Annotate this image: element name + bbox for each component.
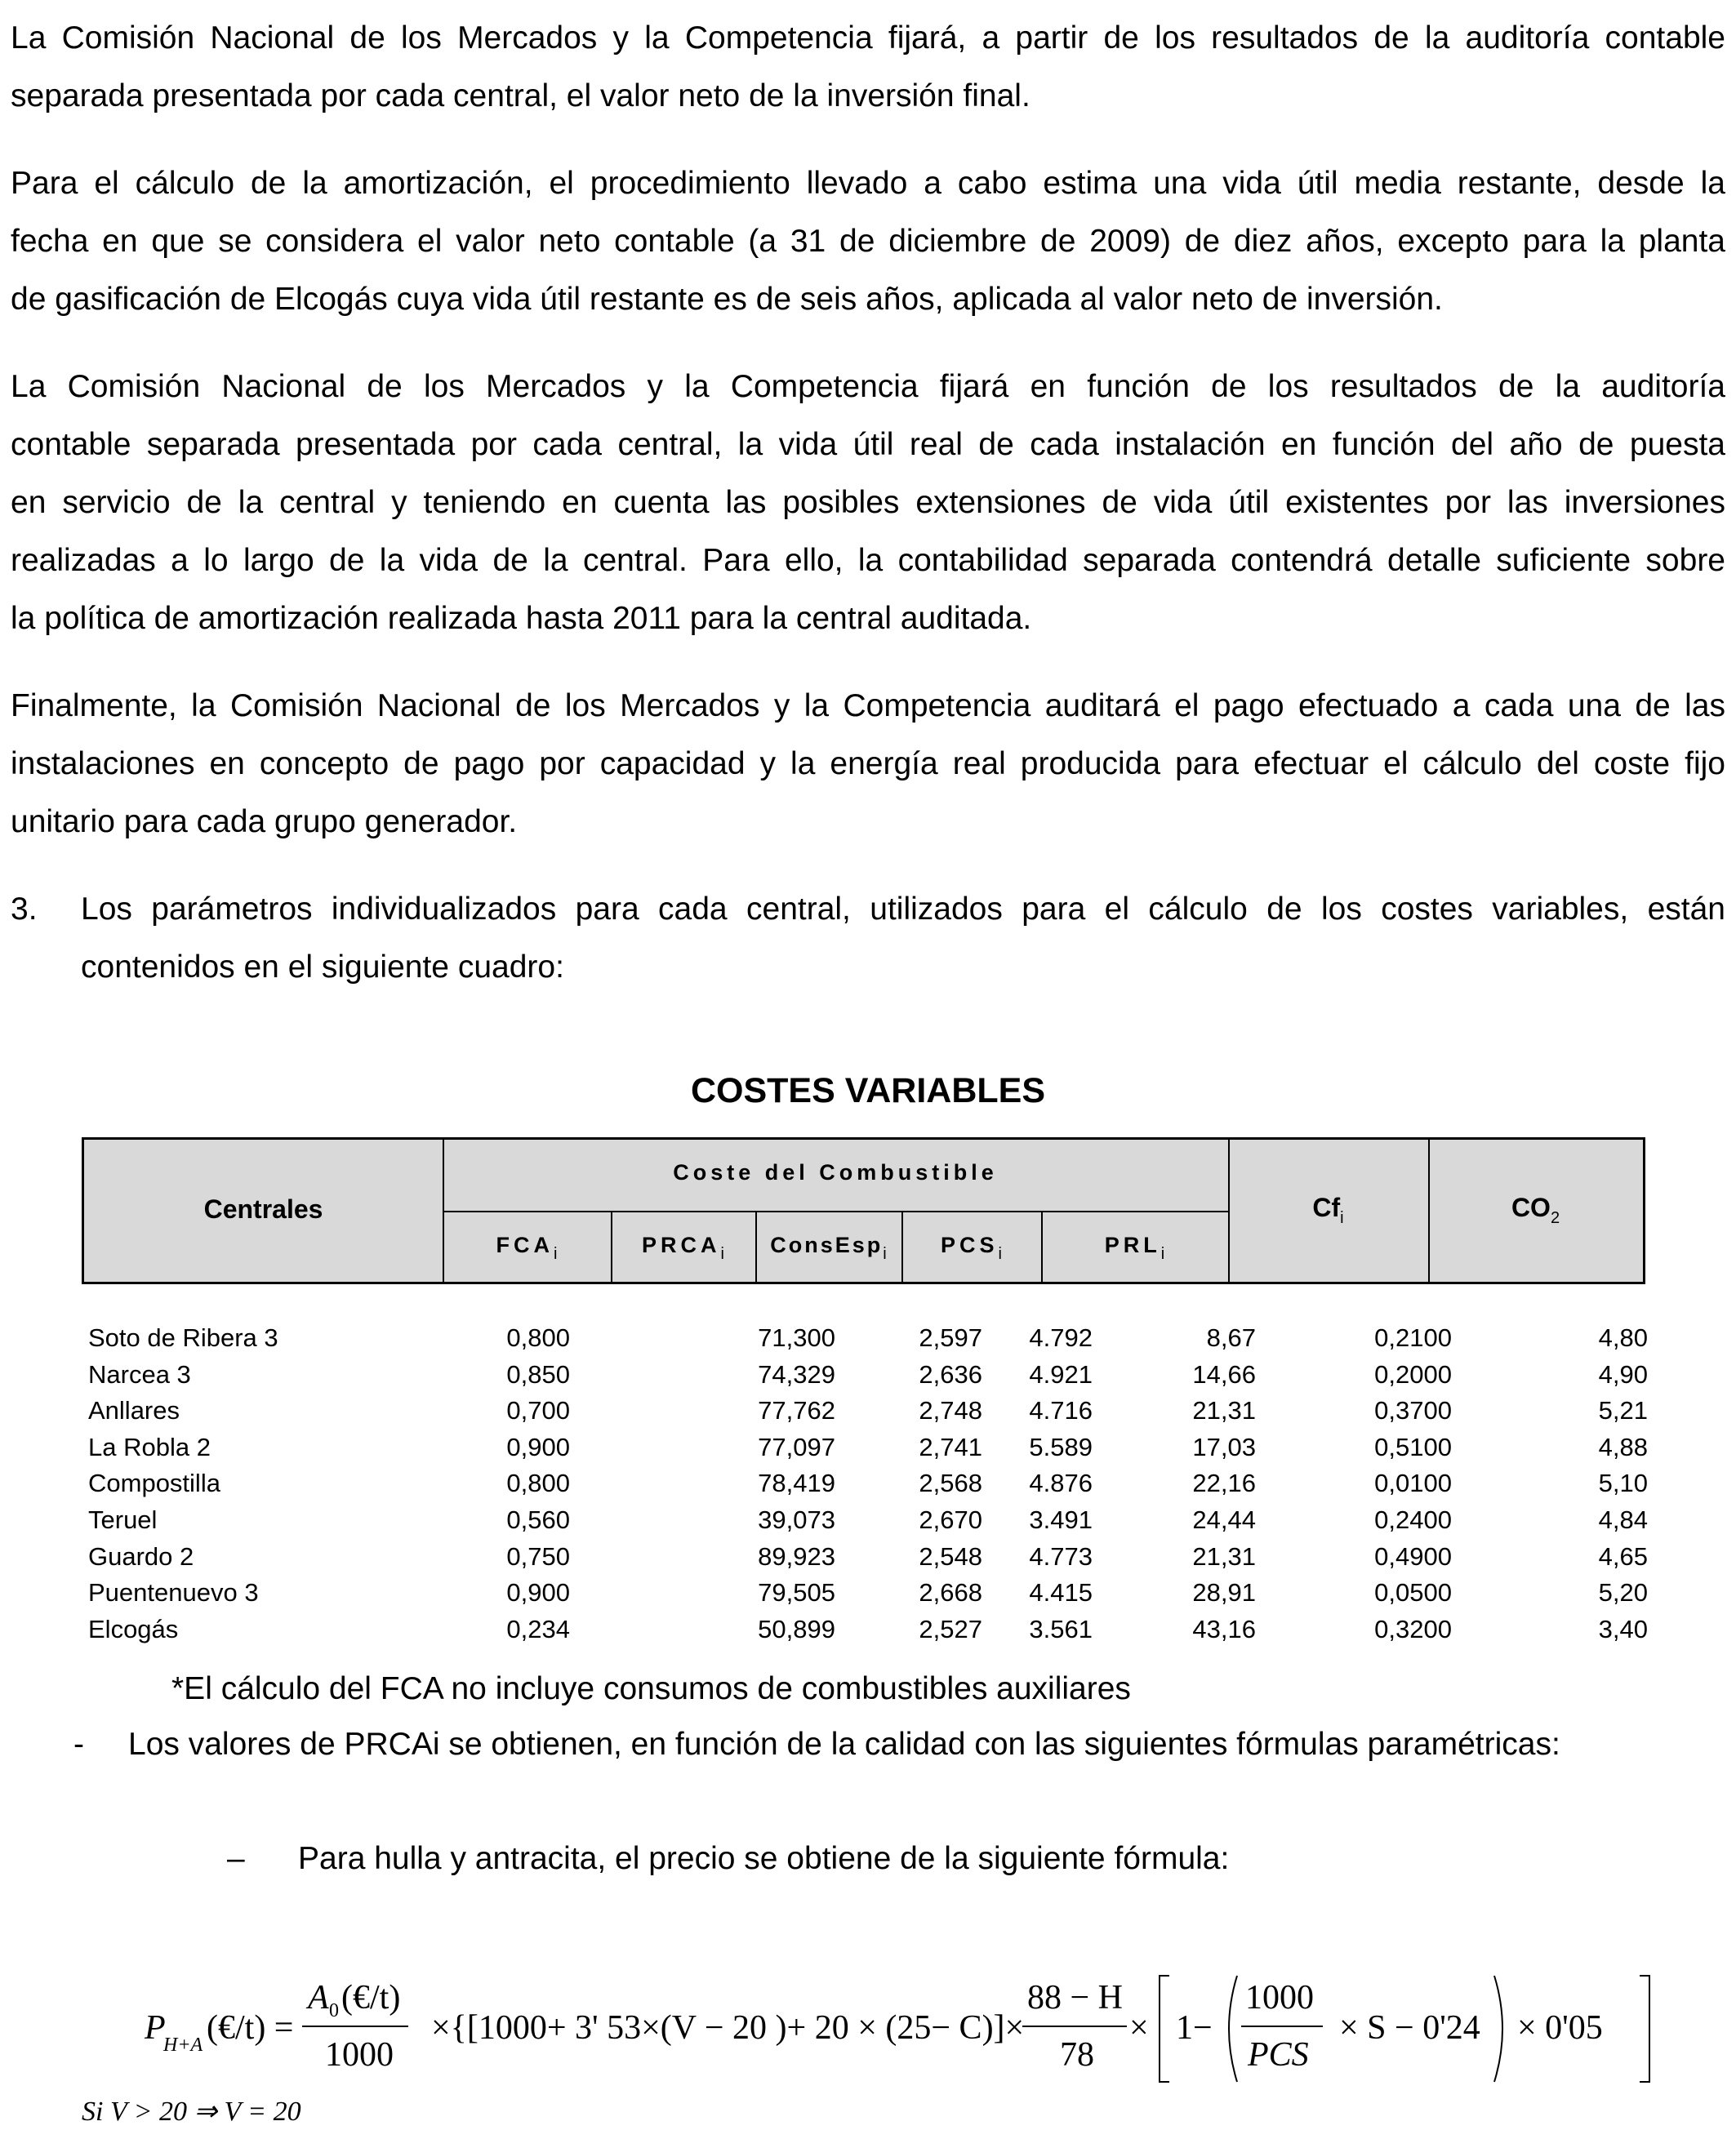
consesp-value: 2,748	[919, 1396, 982, 1425]
item-3-line-1: Los parámetros individualizados para cada central, utilizados para el cálculo de los costes variables, están	[81, 892, 1725, 927]
cf-value: 0,3200	[1374, 1614, 1452, 1643]
header-centrales: Centrales	[203, 1194, 323, 1224]
formula-lhs-unit: (€/t) =	[207, 2009, 294, 2047]
prca-value: 89,923	[758, 1541, 835, 1571]
fca-value: 0,560	[506, 1505, 570, 1534]
prl-value: 24,44	[1192, 1505, 1256, 1534]
paragraph-2-line-3: de gasificación de Elcogás cuya vida útil restante es de seis años, aplicada al valor neto de inversión.	[11, 282, 1443, 317]
bullet-2-marker: –	[227, 1841, 245, 1876]
fca-value: 0,850	[506, 1359, 570, 1389]
formula-times: ×	[1129, 2009, 1149, 2047]
co2-value: 4,88	[1598, 1432, 1648, 1461]
formula-frac3-num: 1000	[1245, 1979, 1314, 2017]
paragraph-3-line-3: en servicio de la central y teniendo en cuenta las posibles extensiones de vida útil existentes por las inversiones	[11, 485, 1725, 520]
prl-value: 14,66	[1192, 1359, 1256, 1389]
pcs-value: 5.589	[1029, 1432, 1093, 1461]
consesp-value: 2,636	[919, 1359, 982, 1389]
consesp-value: 2,548	[919, 1541, 982, 1571]
paragraph-2-line-2: fecha en que se considera el valor neto contable (a 31 de diciembre de 2009) de diez años, excepto para la planta	[11, 224, 1725, 259]
paragraph-4-line-1: Finalmente, la Comisión Nacional de los Mercados y la Competencia auditará el pago efectuado a cada una de las	[11, 688, 1725, 723]
central-name: Guardo 2	[88, 1541, 194, 1571]
cf-value: 0,2400	[1374, 1505, 1452, 1534]
header-consesp: ConsEsp$_i$	[770, 1233, 887, 1263]
header-pcs: $PCS_i$	[941, 1233, 1002, 1263]
prca-value: 79,505	[758, 1578, 835, 1608]
central-name: Puentenuevo 3	[88, 1578, 259, 1608]
paragraph-3-line-2: contable separada presentada por cada central, la vida útil real de cada instalación en función del año de puesta	[11, 427, 1725, 462]
formula-num-sub: 0	[329, 2000, 339, 2021]
consesp-value: 2,670	[919, 1505, 982, 1534]
prl-value: 8,67	[1206, 1323, 1256, 1352]
paragraph-3-line-4: realizadas a lo largo de la vida de la central. Para ello, la contabilidad separada contendrá detalle suficiente sobre	[11, 543, 1725, 578]
central-name: Soto de Ribera 3	[88, 1323, 278, 1352]
prca-value: 71,300	[758, 1323, 835, 1352]
paragraph-3-line-5: la política de amortización realizada hasta 2011 para la central auditada.	[11, 601, 1032, 636]
formula-body: ×{[1000+ 3' 53×(V − 20 )+ 20 × (25− C)]×	[431, 2009, 1025, 2047]
co2-value: 3,40	[1598, 1614, 1648, 1643]
pcs-value: 3.491	[1029, 1505, 1093, 1534]
pcs-value: 4.921	[1029, 1359, 1093, 1389]
header-coste-combustible: Coste del Combustible	[673, 1160, 998, 1185]
consesp-value: 2,668	[919, 1578, 982, 1608]
fca-value: 0,750	[506, 1541, 570, 1571]
pcs-value: 4.876	[1029, 1469, 1093, 1498]
co2-value: 5,21	[1598, 1396, 1648, 1425]
formula-frac2-num: 88 − H	[1027, 1979, 1124, 2017]
table-footnote: *El cálculo del FCA no incluye consumos de combustibles auxiliares	[171, 1671, 1131, 1706]
co2-value: 4,84	[1598, 1505, 1648, 1534]
formula-lhs-p: P	[145, 2009, 166, 2047]
prl-value: 17,03	[1192, 1432, 1256, 1461]
table-header	[82, 1137, 1645, 1284]
prca-value: 39,073	[758, 1505, 835, 1534]
paragraph-3-line-1: La Comisión Nacional de los Mercados y la Competencia fijará en función de los resultados de la auditoría	[11, 369, 1725, 404]
cf-value: 0,3700	[1374, 1396, 1452, 1425]
fca-value: 0,700	[506, 1396, 570, 1425]
consesp-value: 2,597	[919, 1323, 982, 1352]
formula-lhs-sub: H+A	[163, 2034, 203, 2056]
formula-num-unit: (€/t)	[341, 1979, 401, 2017]
fca-value: 0,234	[506, 1614, 570, 1643]
prca-value: 74,329	[758, 1359, 835, 1389]
consesp-value: 2,741	[919, 1432, 982, 1461]
pcs-value: 4.415	[1029, 1578, 1093, 1608]
header-cf: $Cf_i$	[1312, 1193, 1344, 1227]
fca-value: 0,800	[506, 1469, 570, 1498]
cf-value: 0,0100	[1374, 1469, 1452, 1498]
formula-frac3-den: PCS	[1248, 2036, 1309, 2074]
table-title: COSTES VARIABLES	[690, 1071, 1046, 1110]
cf-value: 0,2000	[1374, 1359, 1452, 1389]
co2-value: 5,10	[1598, 1469, 1648, 1498]
header-co2: $CO_2$	[1511, 1193, 1560, 1227]
bullet-2-text: Para hulla y antracita, el precio se obtiene de la siguiente fórmula:	[298, 1841, 1230, 1876]
header-fca: $FCA_i$	[496, 1233, 558, 1263]
item-3-line-2: contenidos en el siguiente cuadro:	[81, 949, 564, 985]
prl-value: 28,91	[1192, 1578, 1256, 1608]
co2-value: 4,80	[1598, 1323, 1648, 1352]
co2-value: 4,90	[1598, 1359, 1648, 1389]
prca-value: 78,419	[758, 1469, 835, 1498]
central-name: Narcea 3	[88, 1359, 191, 1389]
central-name: Elcogás	[88, 1614, 179, 1643]
paragraph-2-line-1: Para el cálculo de la amortización, el procedimiento llevado a cabo estima una vida útil media restante, desde la	[11, 166, 1725, 201]
prca-value: 50,899	[758, 1614, 835, 1643]
pcs-value: 3.561	[1029, 1614, 1093, 1643]
formula-tail: × S − 0'24	[1339, 2009, 1480, 2047]
bullet-1-marker: -	[73, 1727, 84, 1762]
pcs-value: 4.716	[1029, 1396, 1093, 1425]
central-name: La Robla 2	[88, 1432, 211, 1461]
price-formula	[82, 1959, 1609, 2139]
header-prca: $PRCA_i$	[642, 1233, 724, 1263]
consesp-value: 2,527	[919, 1614, 982, 1643]
cf-value: 0,4900	[1374, 1541, 1452, 1571]
item-3-number: 3.	[11, 892, 38, 927]
bullet-1-text: Los valores de PRCAi se obtienen, en función de la calidad con las siguientes fórmulas paramétricas:	[128, 1727, 1560, 1762]
formula-condition: Si V > 20 ⇒ V = 20	[82, 2097, 301, 2127]
paragraph-1-line-1: La Comisión Nacional de los Mercados y la Competencia fijará, a partir de los resultados de la auditoría contable	[11, 20, 1725, 56]
prl-value: 22,16	[1192, 1469, 1256, 1498]
central-name: Compostilla	[88, 1469, 220, 1498]
fca-value: 0,900	[506, 1432, 570, 1461]
fca-value: 0,900	[506, 1578, 570, 1608]
cf-value: 0,2100	[1374, 1323, 1452, 1352]
formula-frac2-den: 78	[1060, 2036, 1094, 2074]
paragraph-4-line-3: unitario para cada grupo generador.	[11, 804, 518, 839]
prca-value: 77,762	[758, 1396, 835, 1425]
cf-value: 0,5100	[1374, 1432, 1452, 1461]
prca-value: 77,097	[758, 1432, 835, 1461]
pcs-value: 4.773	[1029, 1541, 1093, 1571]
consesp-value: 2,568	[919, 1469, 982, 1498]
formula-num-a: A	[308, 1979, 329, 2017]
prl-value: 21,31	[1192, 1396, 1256, 1425]
prl-value: 43,16	[1192, 1614, 1256, 1643]
paragraph-4-line-2: instalaciones en concepto de pago por capacidad y la energía real producida para efectuar el cálculo del coste fijo	[11, 746, 1725, 781]
header-prl: $PRL_i$	[1104, 1233, 1165, 1263]
co2-value: 5,20	[1598, 1578, 1648, 1608]
co2-value: 4,65	[1598, 1541, 1648, 1571]
central-name: Anllares	[88, 1396, 180, 1425]
cf-value: 0,0500	[1374, 1578, 1452, 1608]
fca-value: 0,800	[506, 1323, 570, 1352]
central-name: Teruel	[88, 1505, 158, 1534]
pcs-value: 4.792	[1029, 1323, 1093, 1352]
prl-value: 21,31	[1192, 1541, 1256, 1571]
formula-tail2: × 0'05	[1517, 2009, 1603, 2047]
paragraph-1-line-2: separada presentada por cada central, el valor neto de la inversión final.	[11, 78, 1030, 113]
formula-one-minus: 1−	[1176, 2009, 1213, 2047]
formula-den: 1000	[325, 2036, 394, 2074]
